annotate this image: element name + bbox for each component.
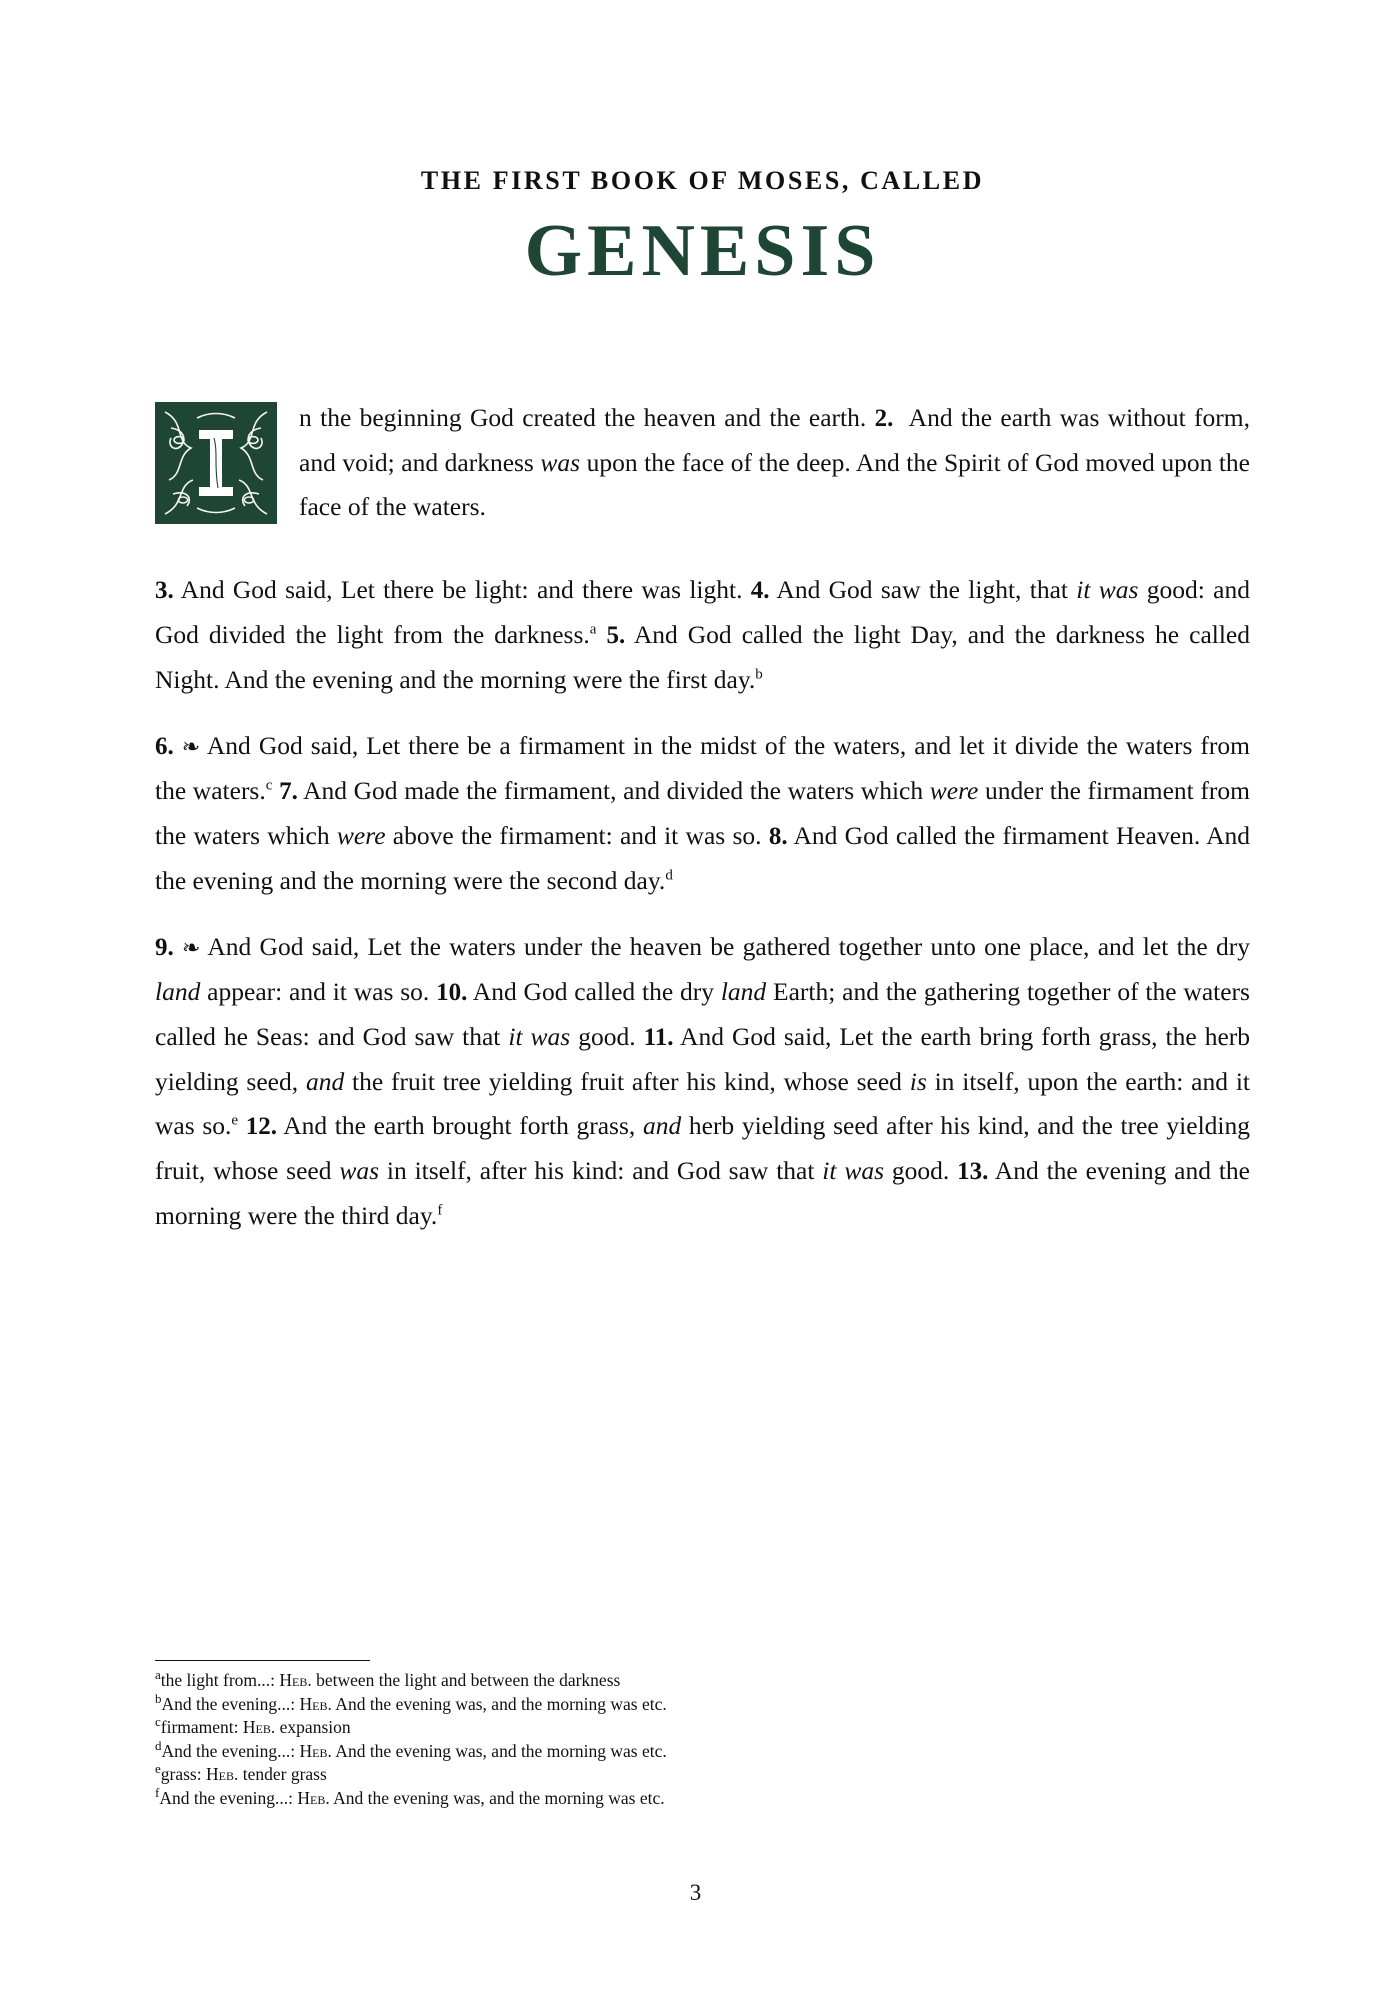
paragraph-verses-9-13: 9. ❧ And God said, Let the waters under the heaven be gathered together unto one place, and let the dry land appear: and it was so. 10. And God called the dry land Earth; and the gathering together of the waters called he Seas: and God saw that it was good. 11. And God said, Let the earth bring forth grass, the herb yielding seed, and the fruit tree yielding fruit after his kind, whose seed is in itself, upon the earth: and it was so.$^e$ 12. And the earth brought forth grass, and herb yielding seed after his kind, and the tree yielding fruit, whose seed was in itself, after his kind: and God saw that it was good. 13. And the evening and the morning were the third day.$^f$	[155, 932, 1251, 1230]
footnote-f: $^f$And the evening...: Heb. And the evening was, and the morning was etc.	[155, 1784, 665, 1808]
verse-number: 9.	[155, 934, 174, 961]
footnote-a: $^a$the light from...: Heb. between the light and between the darkness	[155, 1667, 621, 1690]
verse-number: 6.	[155, 733, 174, 760]
page-title: GENESIS	[524, 210, 881, 292]
footnote-ref-f[interactable]: f	[437, 1202, 443, 1219]
footnote-marker: a	[155, 1667, 161, 1683]
footnote-divider	[155, 1660, 370, 1661]
footnote-ref-b[interactable]: b	[755, 666, 763, 683]
verse-number: 10.	[436, 979, 468, 1006]
footnote-marker: d	[155, 1737, 162, 1753]
verse-number: 5.	[606, 622, 626, 649]
footnote-ref-a[interactable]: a	[589, 621, 597, 638]
verse-number: 11.	[643, 1024, 674, 1051]
page-number: 3	[689, 1880, 702, 1905]
verse-text-1-2: n the beginning God created the heaven and the earth. 2. And the earth was without form, and void; and darkness was upon the face of the deep. And the Spirit of God moved upon the face of the waters.	[299, 403, 1250, 521]
footnotes-section	[155, 1660, 1250, 1810]
verse-number: 8.	[768, 823, 788, 850]
footnote-ref-e[interactable]: e	[231, 1112, 239, 1129]
footnote-c: $^c$firmament: Heb. expansion	[155, 1714, 351, 1737]
footnote-marker: c	[155, 1714, 161, 1730]
verse-number: 3.	[155, 577, 174, 604]
verse-number: 4.	[750, 577, 770, 604]
verse-number: 7.	[279, 778, 298, 805]
book-superscription: THE FIRST BOOK OF MOSES, CALLED	[420, 166, 985, 195]
footnote-marker: f	[155, 1784, 160, 1800]
scripture-body	[155, 396, 1250, 1238]
footnote-marker: b	[155, 1690, 162, 1706]
footnote-b: $^b$And the evening...: Heb. And the evening was, and the morning was etc.	[155, 1690, 667, 1714]
footnote-ref-c[interactable]: c	[265, 777, 273, 794]
verse-number: 13.	[957, 1158, 989, 1185]
verse-number: 12.	[245, 1113, 277, 1140]
illuminated-dropcap-i	[155, 402, 277, 524]
verse-number: 2.	[874, 405, 894, 432]
page-content	[155, 0, 1250, 1238]
paragraph-verses-1-2	[155, 396, 1250, 546]
footnote-marker: e	[155, 1761, 161, 1777]
fleuron-ornament-icon: ❧	[182, 935, 201, 960]
paragraph-verses-3-5: 3. And God said, Let there be light: and there was light. 4. And God saw the light, that it was good: and God divided the light from the darkness.$^a$ 5. And God called the light Day, and the darkness he called Night. And the evening and the morning were the first day.$^b$	[155, 575, 1251, 694]
footnote-e: $^e$grass: Heb. tender grass	[155, 1761, 327, 1784]
footnote-ref-d[interactable]: d	[665, 867, 673, 884]
fleuron-ornament-icon: ❧	[181, 734, 201, 759]
footnote-d: $^d$And the evening...: Heb. And the evening was, and the morning was etc.	[155, 1737, 667, 1761]
paragraph-verses-6-8: 6. ❧ And God said, Let there be a firmament in the midst of the waters, and let it divide the waters from the waters.$^c$ 7. And God made the firmament, and divided the waters which were under the firmament from the waters which were above the firmament: and it was so. 8. And God called the firmament Heaven. And the evening and the morning were the second day.$^d$	[155, 731, 1250, 895]
